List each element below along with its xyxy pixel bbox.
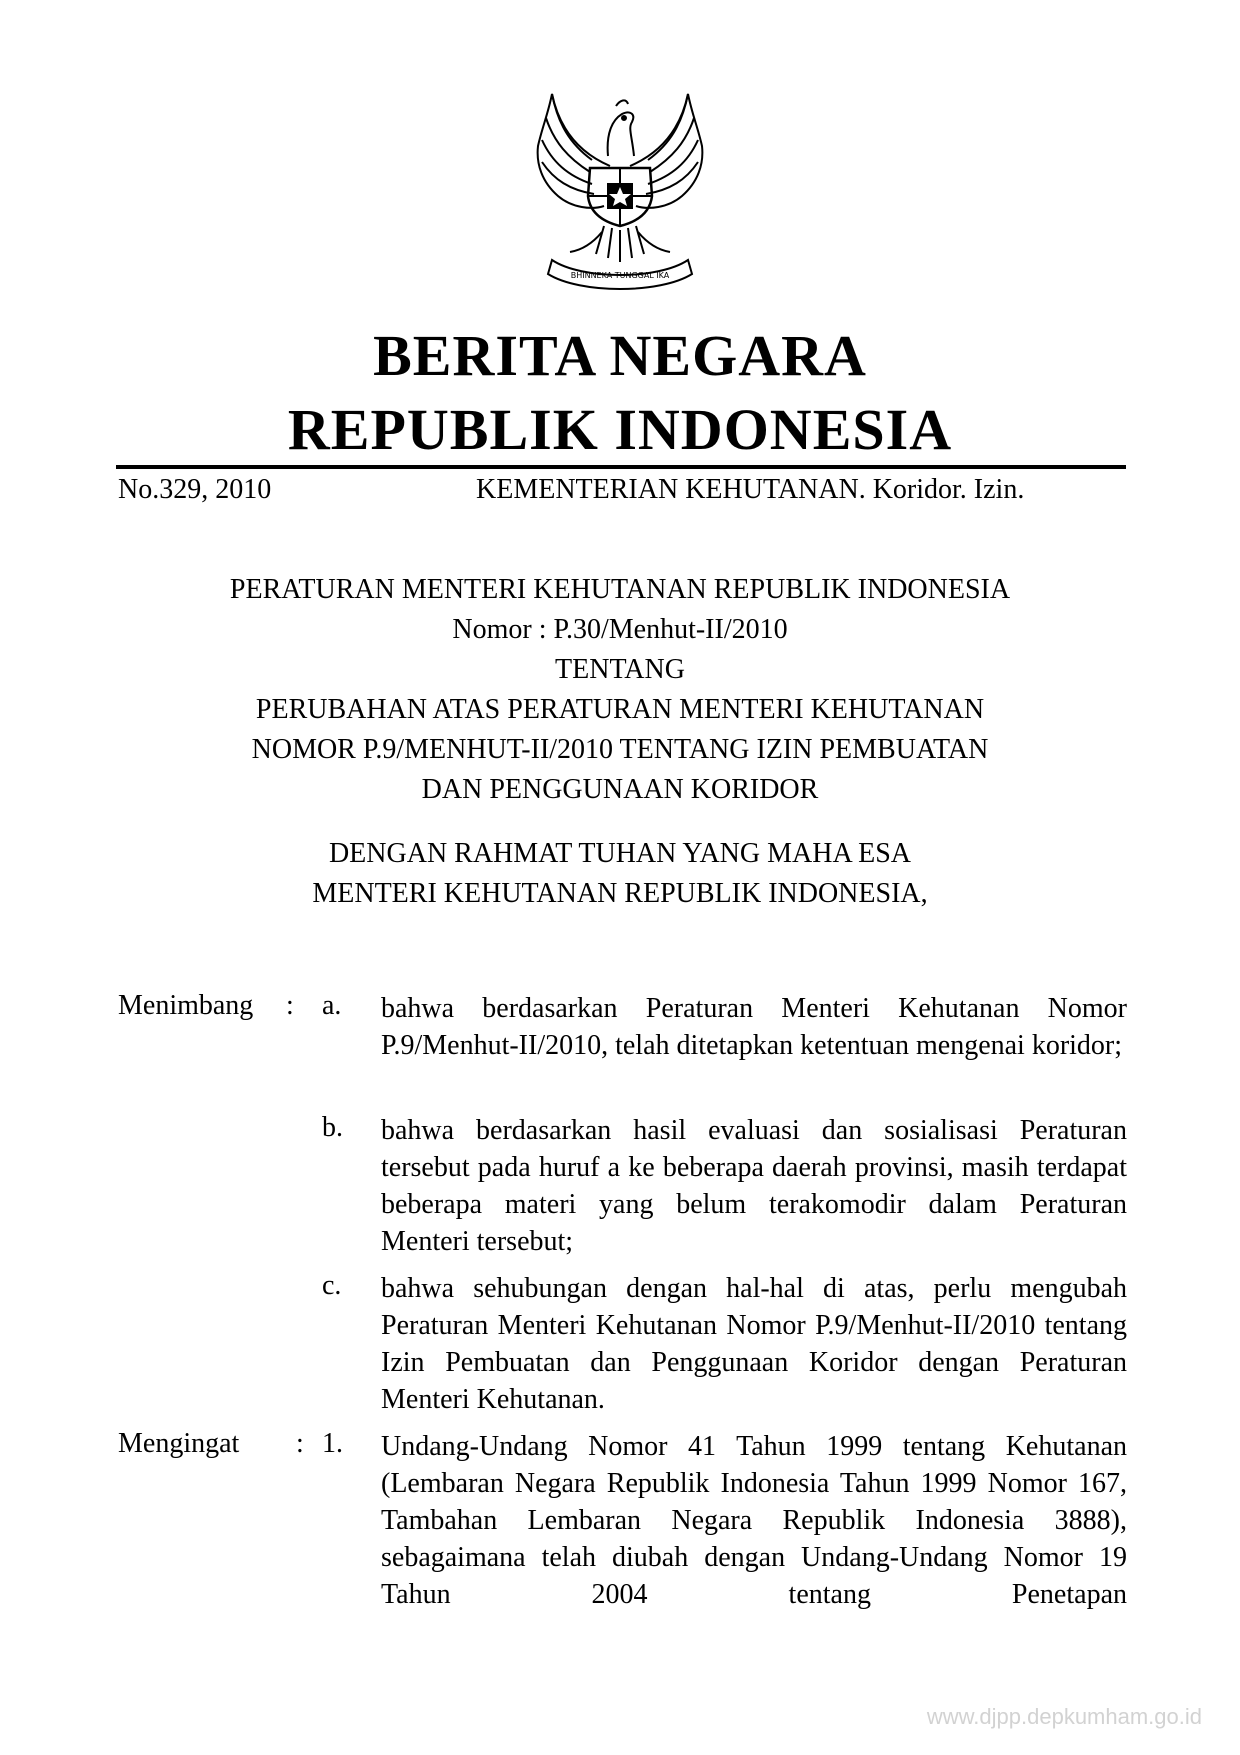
mengingat-marker-1: 1. [322,1428,343,1459]
masthead-title-line2: REPUBLIK INDONESIA [287,397,953,462]
emblem-motto: BHINNEKA TUNGGAL IKA [570,271,670,280]
menimbang-label: Menimbang [118,990,254,1021]
regulation-number: Nomor : P.30/Menhut-II/2010 [452,614,788,645]
preamble-line1: DENGAN RAHMAT TUHAN YANG MAHA ESA [328,838,912,869]
source-watermark: www.djpp.depkumham.go.id [926,1704,1202,1729]
gazette-number: No.329, 2010 [118,474,272,505]
mengingat-label: Mengingat [118,1428,240,1459]
masthead-rule [116,465,1126,469]
menimbang-colon: : [286,990,294,1021]
menimbang-marker-a: a. [322,990,342,1021]
menimbang-item-c: bahwa sehubungan dengan hal-hal di atas, perlu mengubah Peraturan Menteri Kehutanan Nomor P.9/Menhut-II/2010 tentang Izin Pembuatan dan Penggunaan Koridor dengan Peraturan Menteri Kehutanan. [381,1273,1127,1415]
preamble-line2: MENTERI KEHUTANAN REPUBLIK INDONESIA, [312,878,928,909]
mengingat-item-1: Undang-Undang Nomor 41 Tahun 1999 tentang Kehutanan (Lembaran Negara Republik Indonesia Tahun 1999 Nomor 167, Tambahan Lembaran Negara Republik Indonesia 3888), sebagaimana telah diubah dengan Undang-Undang Nomor 19 Tahun 2004 tentang Penetapan [381,1431,1127,1610]
regulation-subject-line2: NOMOR P.9/MENHUT-II/2010 TENTANG IZIN PEMBUATAN [251,734,989,765]
regulation-tentang: TENTANG [555,654,685,685]
menimbang-marker-c: c. [322,1270,342,1301]
regulation-subject-line3: DAN PENGGUNAAN KORIDOR [421,774,819,805]
regulation-subject-line1: PERUBAHAN ATAS PERATURAN MENTERI KEHUTANAN [255,694,985,725]
menimbang-item-a: bahwa berdasarkan Peraturan Menteri Kehutanan Nomor P.9/Menhut-II/2010, telah ditetapkan ketentuan mengenai koridor; [381,993,1127,1061]
regulation-title: PERATURAN MENTERI KEHUTANAN REPUBLIK INDONESIA [229,574,1011,605]
emblem-graphic [512,84,728,300]
garuda-pancasila-emblem [512,84,728,300]
masthead-title-line1: BERITA NEGARA [373,323,867,388]
gazette-topic: KEMENTERIAN KEHUTANAN. Koridor. Izin. [476,474,1025,505]
mengingat-colon: : [296,1428,304,1459]
menimbang-marker-b: b. [322,1112,343,1143]
menimbang-item-b: bahwa berdasarkan hasil evaluasi dan sosialisasi Peraturan tersebut pada huruf a ke beberapa daerah provinsi, masih terdapat beberapa materi yang belum terakomodir dalam Peraturan Menteri tersebut; [381,1115,1127,1257]
